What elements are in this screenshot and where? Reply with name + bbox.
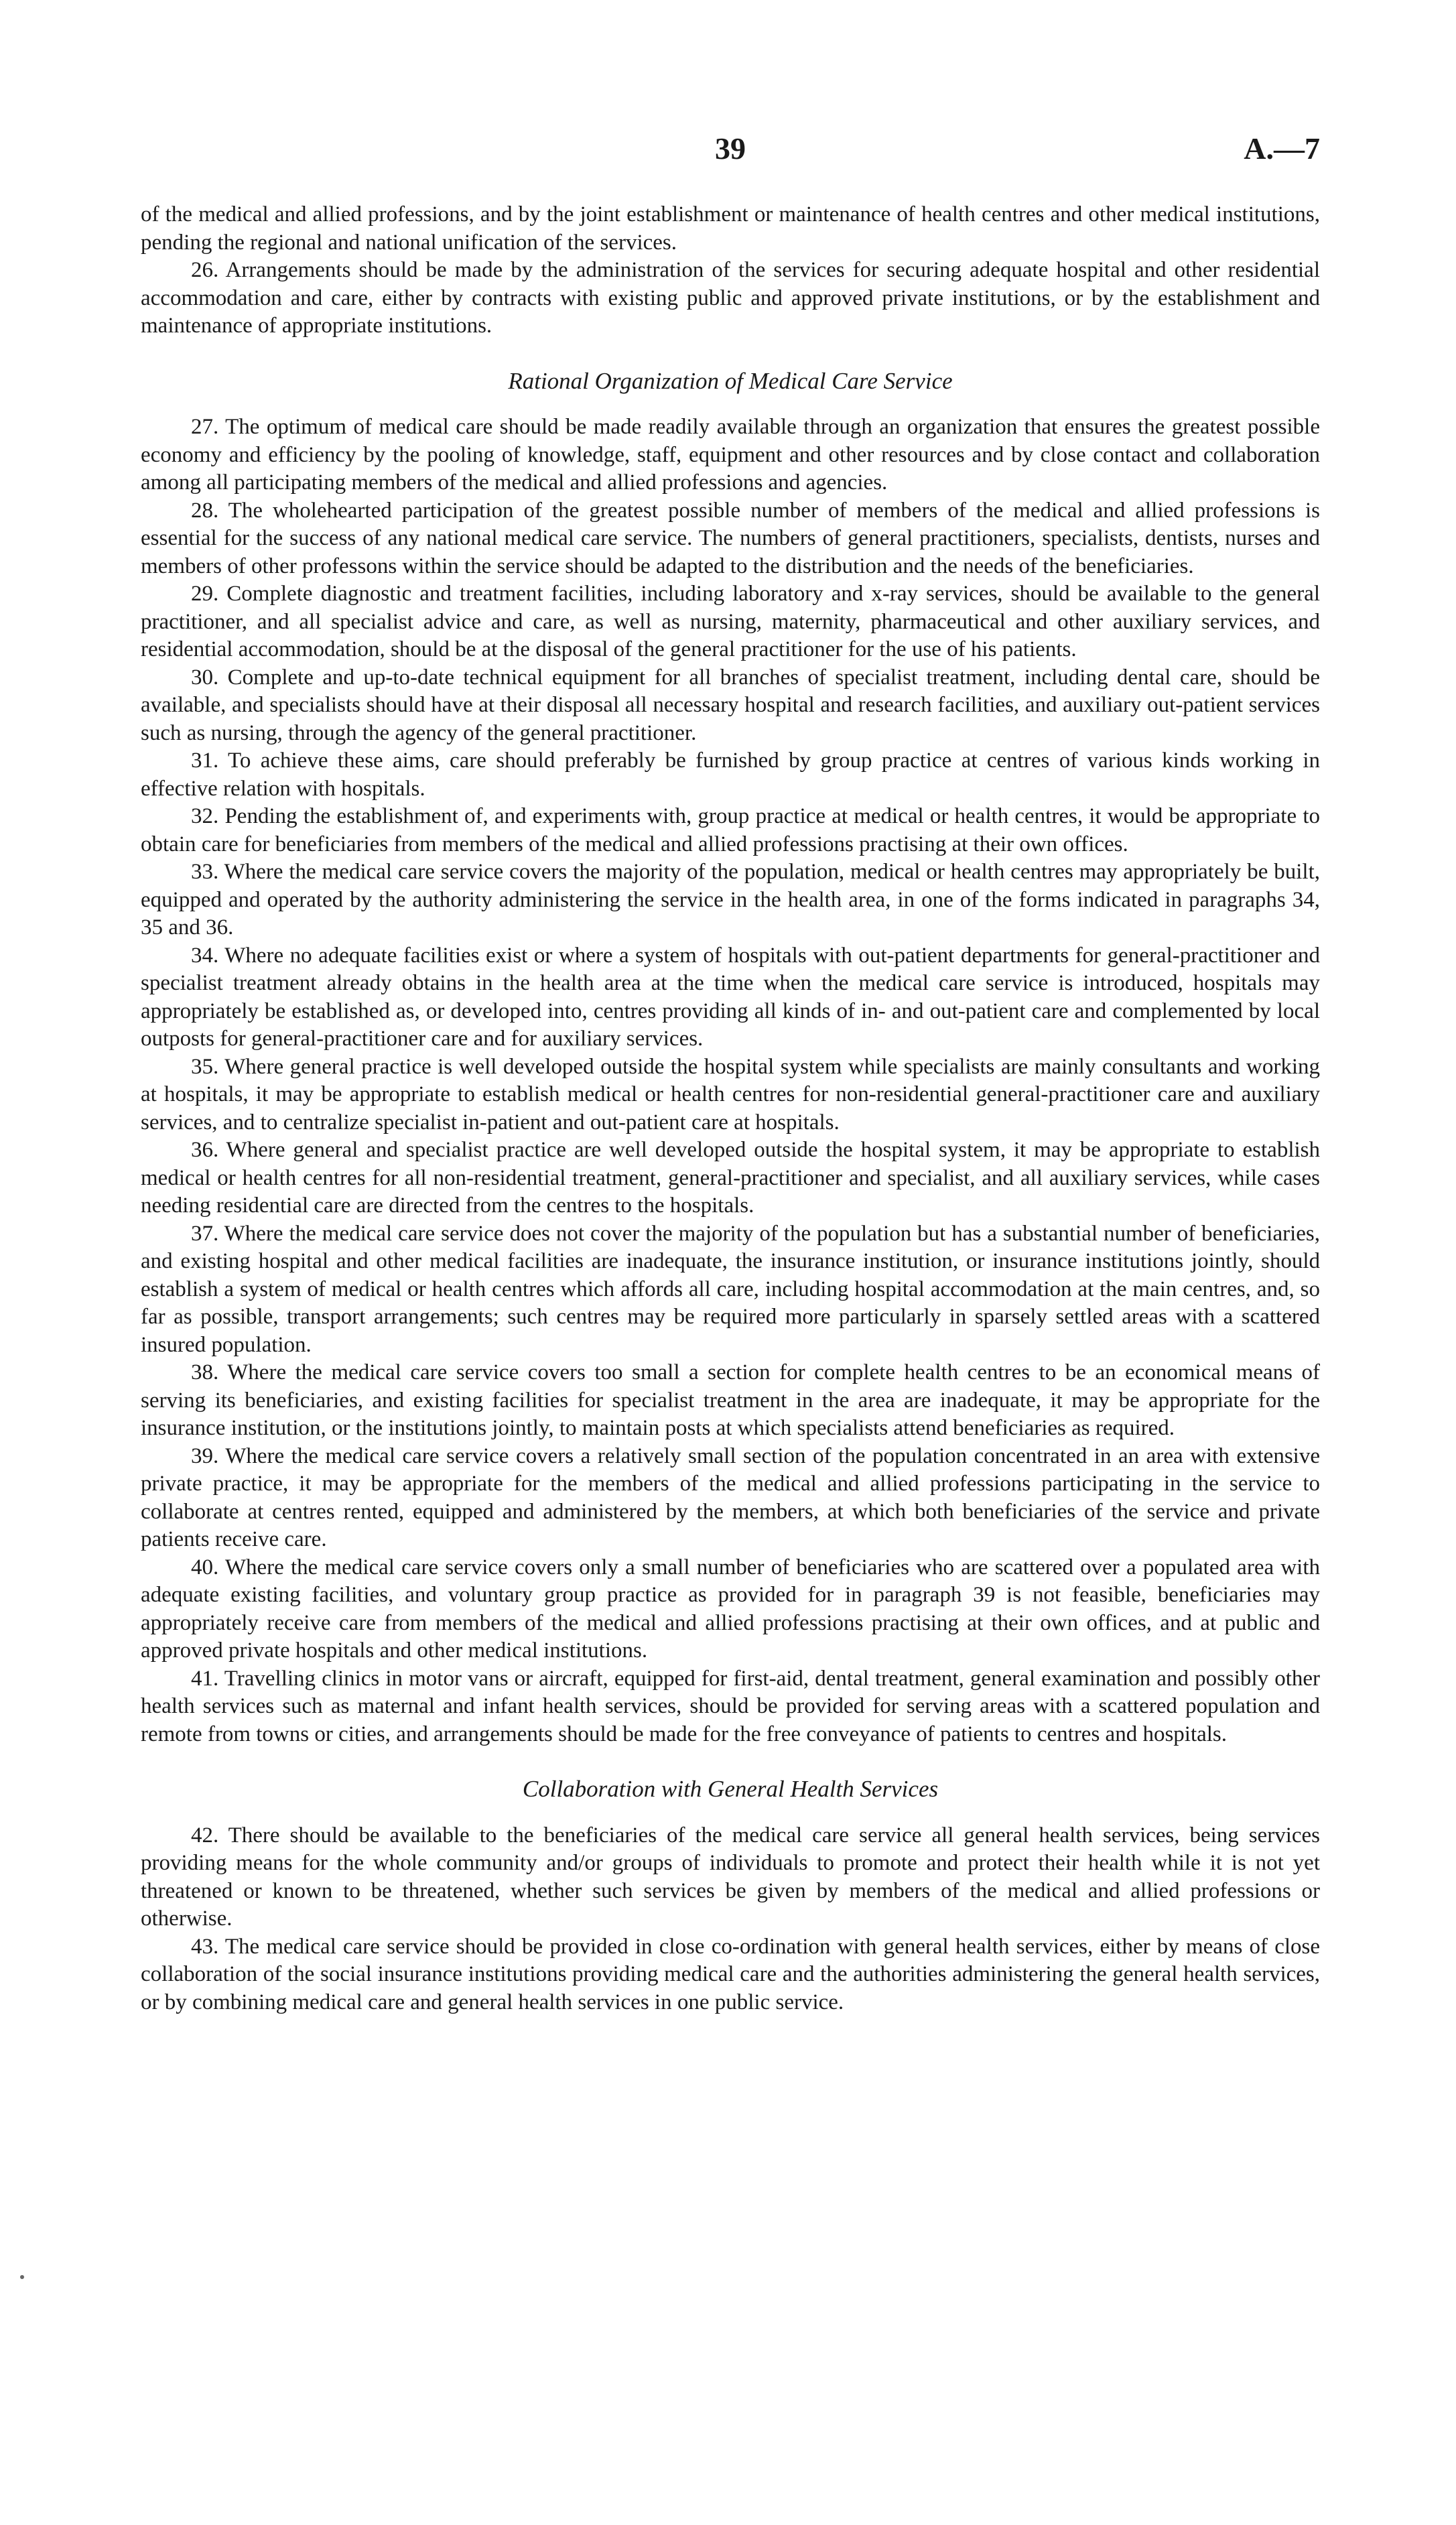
paragraph-27: 27. The optimum of medical care should be made readily available through an organization that ensures the greatest possible economy and efficiency by the pooling of knowledge, staff, equipment and other resources and by close contact and collaboration among all participating members of the medical and allied professions and agencies. — [141, 415, 1320, 495]
section-heading-collaboration: Collaboration with General Health Services — [522, 1776, 939, 1802]
paragraph-39: 39. Where the medical care service covers a relatively small section of the population concentrated in an area with extensive private practice, it may be appropriate for the members of the medical and allied professions participating in the service to collaborate at centres rented, equipped and administered by the members, at which both beneficiaries of the service and private patients receive care. — [141, 1443, 1320, 1551]
page-number: 39 — [715, 131, 746, 166]
margin-dot-mark — [20, 2275, 24, 2279]
paragraph-33: 33. Where the medical care service covers the majority of the population, medical or health centres may appropriately be built, equipped and operated by the authority administering the service in the health area, in one of the forms indicated in paragraphs 34, 35 and 36. — [141, 860, 1320, 940]
paragraph-38: 38. Where the medical care service covers too small a section for complete health centres to be an economical means of serving its beneficiaries, and existing facilities for specialist treatment in the area are inadequate, it may be appropriate for the insurance institution, or the institutions jointly, to maintain posts at which specialists attend beneficiaries as required. — [141, 1360, 1320, 1440]
paragraph-43: 43. The medical care service should be provided in close co-ordination with general health services, either by means of close collaboration of the social insurance institutions providing medical care and the authorities administering the general health services, or by combining medical care and general health services in one public service. — [141, 1934, 1320, 2014]
paragraph-31: 31. To achieve these aims, care should preferably be furnished by group practice at centres of various kinds working in effective relation with hospitals. — [141, 749, 1320, 801]
paragraph-continuation: of the medical and allied professions, and by the joint establishment or maintenance of health centres and other medical institutions, pending the regional and national unification of the services. — [141, 202, 1320, 255]
paragraph-37: 37. Where the medical care service does not cover the majority of the population but has a substantial number of beneficiaries, and existing hospital and other medical facilities are inadequate, the insurance institution, or insurance institutions jointly, should establish a system of medical or health centres which affords all care, including hospital accommodation at the main centres, and, so far as possible, transport arrangements; such centres may be required more particularly in sparsely settled areas with a scattered insured population. — [141, 1221, 1320, 1357]
paragraph-26: 26. Arrangements should be made by the administration of the services for securing adequate hospital and other residential accommodation and care, either by contracts with existing public and approved private institutions, or by the establishment and maintenance of appropriate institutions. — [141, 258, 1320, 338]
paragraph-42: 42. There should be available to the beneficiaries of the medical care service all general health services, being services providing means for the whole community and/or groups of individuals to promote and protect their health while it is not yet threatened or known to be threatened, whether such services be given by members of the medical and allied professions or otherwise. — [141, 1823, 1320, 1931]
paragraph-28: 28. The wholehearted participation of the greatest possible number of members of the medical and allied professions is essential for the success of any national medical care service. The numbers of general practitioners, specialists, dentists, nurses and members of other professons within the service should be adapted to the distribution and the needs of the beneficiaries. — [141, 498, 1320, 578]
paragraph-40: 40. Where the medical care service covers only a small number of beneficiaries who are scattered over a populated area with adequate existing facilities, and voluntary group practice as provided for in paragraph 39 is not feasible, beneficiaries may appropriately receive care from members of the medical and allied professions practising at their own offices, and at public and approved private hospitals and other medical institutions. — [141, 1555, 1320, 1663]
paragraph-30: 30. Complete and up-to-date technical equipment for all branches of specialist treatment, including dental care, should be available, and specialists should have at their disposal all necessary hospital and research facilities, and auxiliary out-patient services such as nursing, through the agency of the general practitioner. — [141, 665, 1320, 745]
document-reference: A.—7 — [1244, 131, 1320, 166]
section-heading-rational-organization: Rational Organization of Medical Care Service — [508, 367, 953, 394]
paragraph-36: 36. Where general and specialist practice are well developed outside the hospital system, it may be appropriate to establish medical or health centres for all non-residential treatment, general-practitioner and specialist, and all auxiliary services, while cases needing residential care are directed from the centres to the hospitals. — [141, 1138, 1320, 1218]
document-body — [141, 201, 1320, 2016]
page-header — [141, 131, 1320, 178]
paragraph-32: 32. Pending the establishment of, and experiments with, group practice at medical or health centres, it would be appropriate to obtain care for beneficiaries from members of the medical and allied professions practising at their own offices. — [141, 804, 1320, 856]
paragraph-29: 29. Complete diagnostic and treatment facilities, including laboratory and x-ray services, should be available to the general practitioner, and all specialist advice and care, as well as nursing, maternity, pharmaceutical and other auxiliary services, and residential accommodation, should be at the disposal of the general practitioner for the use of his patients. — [141, 582, 1320, 661]
paragraph-34: 34. Where no adequate facilities exist or where a system of hospitals with out-patient departments for general-practitioner and specialist treatment already obtains in the health area at the time when the medical care service is introduced, hospitals may appropriately be established as, or developed into, centres providing all kinds of in- and out-patient care and complemented by local outposts for general-practitioner care and for auxiliary services. — [141, 943, 1320, 1051]
paragraph-35: 35. Where general practice is well developed outside the hospital system while specialists are mainly consultants and working at hospitals, it may be appropriate to establish medical or health centres for non-residential general-practitioner care and auxiliary services, and to centralize specialist in-patient and out-patient care at hospitals. — [141, 1054, 1320, 1135]
paragraph-41: 41. Travelling clinics in motor vans or aircraft, equipped for first-aid, dental treatment, general examination and possibly other health services such as maternal and infant health services, should be provided for serving areas with a scattered population and remote from towns or cities, and arrangements should be made for the free conveyance of patients to centres and hospitals. — [141, 1666, 1320, 1746]
